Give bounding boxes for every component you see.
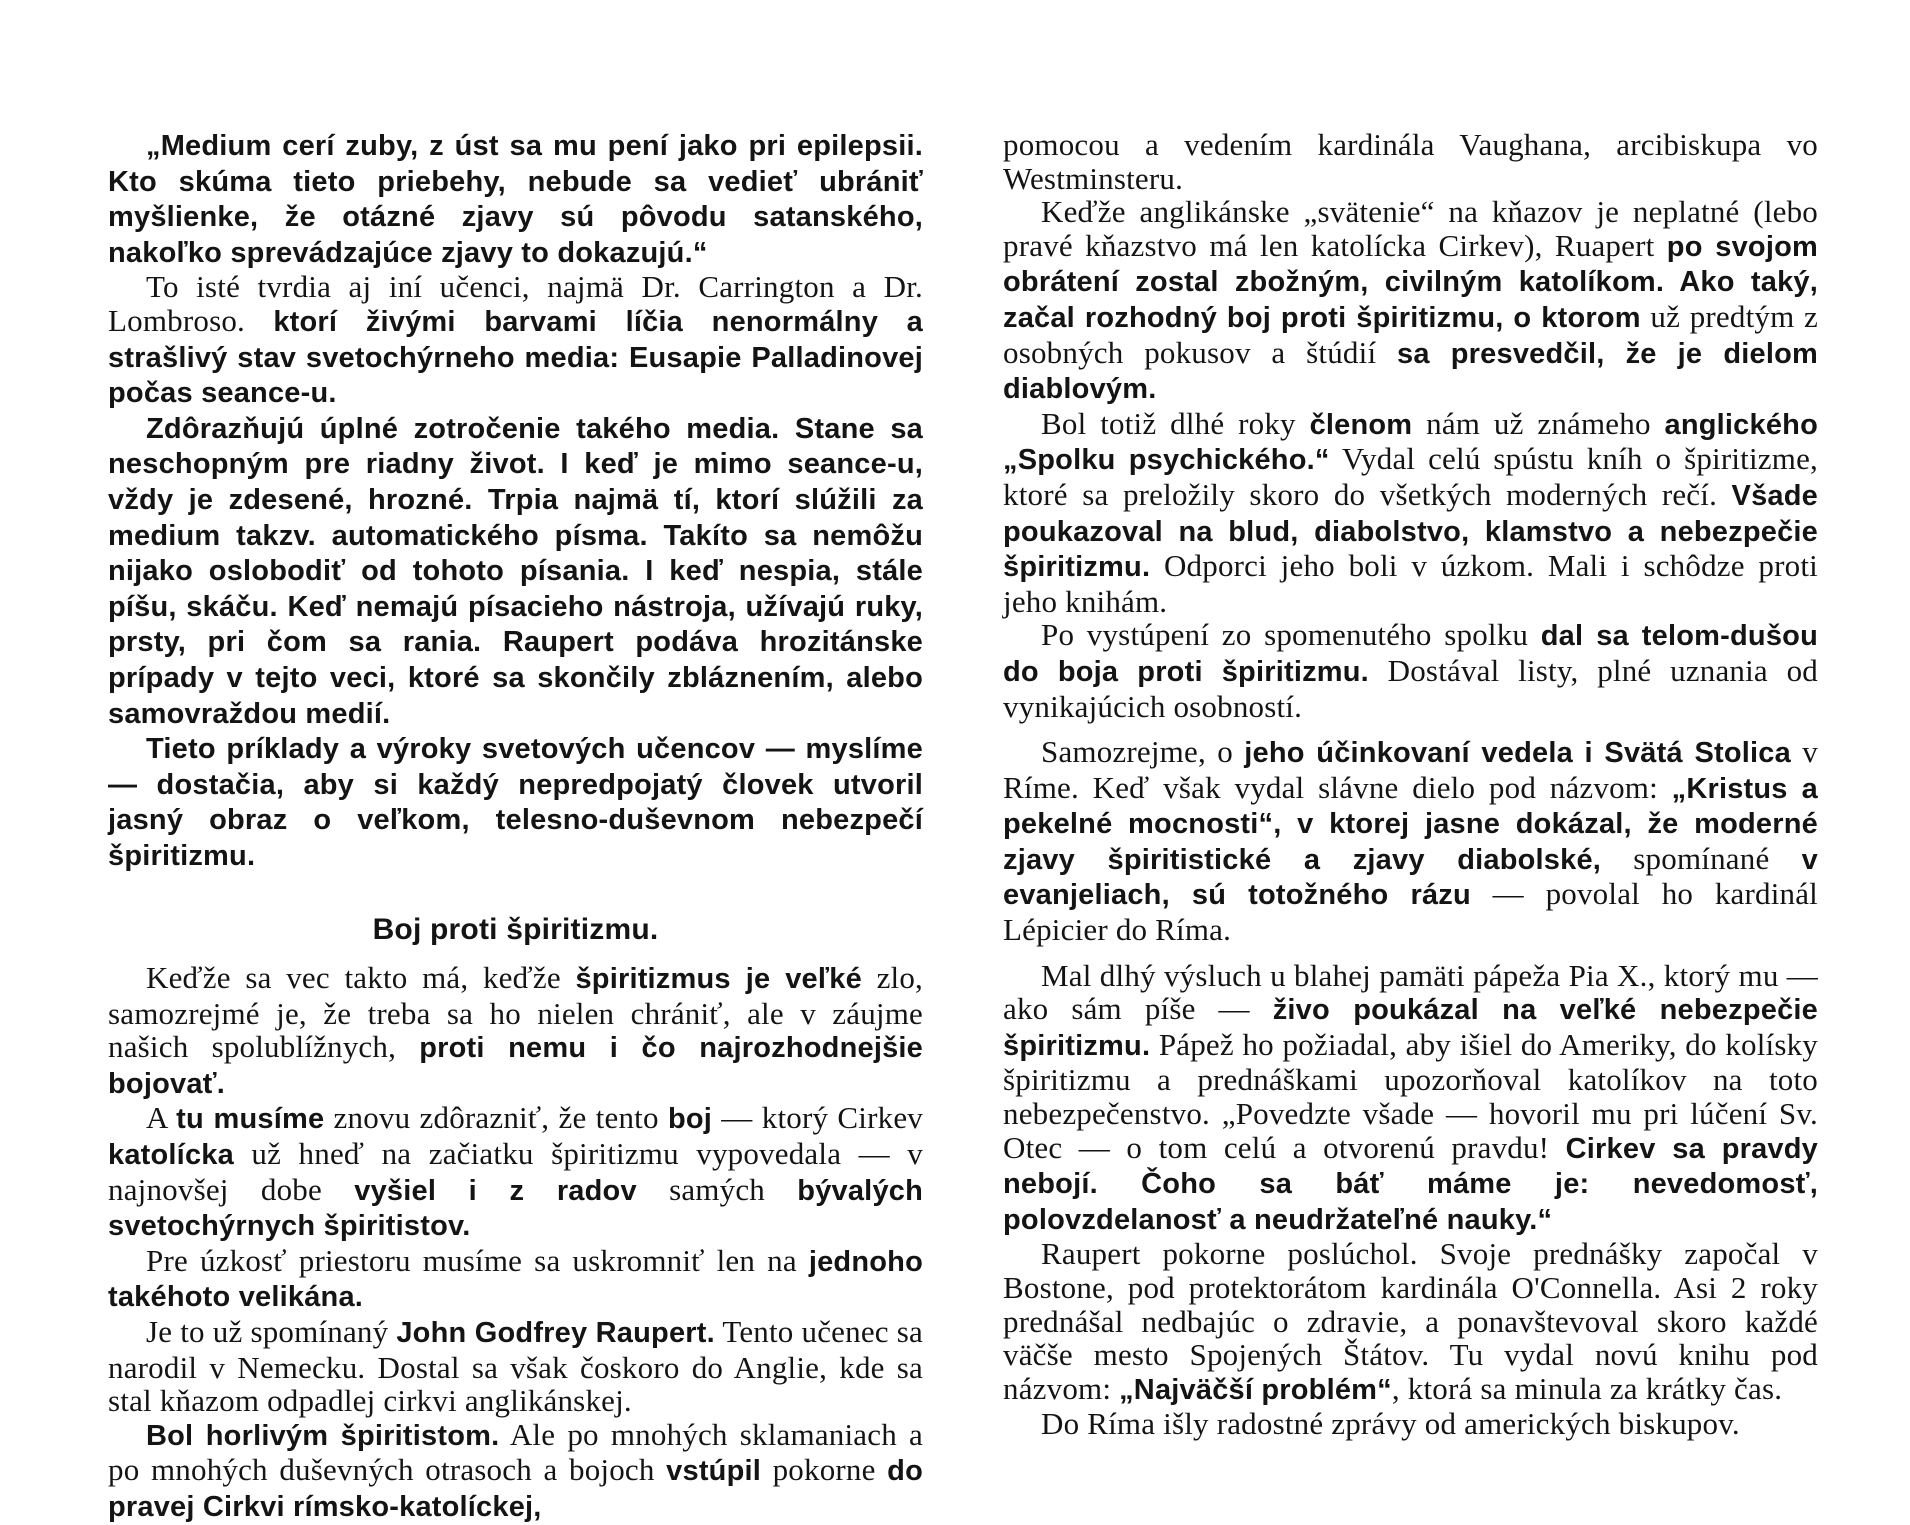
text: Pre úzkosť priestoru musíme sa uskromniť len na (146, 1242, 809, 1278)
text: znovu zdôrazniť, že tento (324, 1100, 668, 1136)
bold-text: tu musíme (176, 1103, 325, 1136)
bold-text: sa presvedčil, že je dielom diablovým. (1003, 337, 1818, 406)
text: už hneď na začiatku špiritizmu vypovedala — v najnovšej dobe (108, 1136, 923, 1207)
paragraph-raupert (108, 1315, 923, 1418)
text: To isté tvrdia aj iní učenci, najmä Dr. Carrington a Dr. Lombroso. (108, 269, 923, 338)
bold-text: jednoho takéhoto velikána. (108, 1245, 923, 1314)
bold-text: „Kristus a pekelné mocnosti“, v ktorej jasne dokázal, že moderné zjavy špiritistické a zjavy diabolské, (1003, 772, 1818, 876)
paragraph-examples (108, 731, 923, 873)
left-column (108, 128, 923, 1525)
bold-text: John Godfrey Raupert. (396, 1317, 715, 1349)
bold-text: do pravej Cirkvi rímsko-katolíckej, (108, 1455, 923, 1523)
text: Bol totiž dlhé roky (1041, 405, 1310, 441)
text: Pápež ho požiadal, aby išiel do Ameriky, do kolísky špiritizmu a prednáškami upozorňoval katolíkov na toto nebezpečenstvo. „Povedzte všade — hovoril mu pri lúčení Sv. Otec — o tom celú a otvorenú pravdu! (1003, 1026, 1818, 1165)
text: Po vystúpení zo spomenutého spolku (1041, 617, 1541, 653)
bold-text: vyšiel i z radov (354, 1174, 637, 1207)
paragraph-big-evil (108, 961, 923, 1101)
bold-text: v evanjeliach, sú totožného rázu (1003, 843, 1818, 912)
text: Je to už spomínaný (146, 1314, 397, 1349)
paragraph-member (1003, 407, 1818, 619)
paragraph-spiritist (108, 1418, 923, 1525)
text: — ktorý Cirkev (712, 1100, 924, 1136)
text: Keďže anglikánske „svätenie“ na kňazov je neplatné (lebo pravé kňazstvo má len katolícka Cirkev), Ruapert (1003, 194, 1818, 263)
text: — povolal ho kardinál Lépicier do Ríma. (1003, 876, 1818, 948)
text: spomínané (1601, 840, 1802, 876)
bold-text: Zdôrazňujú úplné zotročenie takého media. Stane sa neschopným pre riadny život. I keď je mimo seance-u, vždy je zdesené, hrozné. Trpia najmä tí, ktorí slúžili za medium takzv. automatického písma. Takíto sa nemôžu nijako oslobodiť od tohoto písania. I keď nespia, stále píšu, skáču. Keď nemajú písacieho nástroja, užívajú ruky, prsty, pri čom sa rania. Raupert podáva hrozitánske prípady v tejto veci, ktoré sa skončily zbláznením, alebo samovraždou medií. (108, 412, 923, 730)
bold-text: Bol horlivým špiritistom. (146, 1419, 500, 1452)
text: Samozrejme, o (1041, 734, 1245, 770)
text: Dostával listy, plné uznania od vynikajúcich osobností. (1003, 652, 1818, 724)
text: zlo, samozrejmé je, že treba sa ho nielen chrániť, ale v záujme našich spolublížnych, (108, 960, 923, 1065)
text: A (146, 1100, 177, 1136)
text: samých (636, 1171, 798, 1207)
paragraph-rome-news (1003, 1407, 1818, 1441)
text: pomocou a vedením kardinála Vaughana, arcibiskupa vo Westminsteru. (1003, 127, 1818, 196)
paragraph-medium-enslavement (108, 411, 923, 731)
bold-text: Všade poukazoval na blud, diabolstvo, klamstvo a nebezpečie špiritizmu. (1003, 479, 1818, 584)
paragraph-boston (1003, 1237, 1818, 1407)
bold-text: anglického „Spolku psychického.“ (1003, 408, 1818, 477)
bold-text: Tieto príklady a výroky svetových učencov — myslíme — dostačia, aby si každý nepredpojatý človek utvoril jasný obraz o veľkom, telesno-duševnom nebezpečí špiritizmu. (108, 733, 923, 872)
paragraph-vaughan (1003, 128, 1818, 195)
bold-text: dal sa telom-dušou do boja proti špiritizmu. (1003, 620, 1818, 688)
paragraph-pope (1003, 959, 1818, 1238)
text: Do Ríma išly radostné zprávy od amerických biskupov. (1041, 1406, 1740, 1442)
section-heading: Boj proti špiritizmu. (372, 913, 659, 947)
bold-text: členom (1309, 408, 1413, 441)
text: už predtým z osobných pokusov a štúdií (1003, 298, 1818, 370)
bold-text: špiritizmus je veľké (575, 963, 862, 996)
bold-text: vstúpil (666, 1455, 762, 1488)
text: Tento učenec sa narodil v Nemecku. Dostal sa však čoskoro do Anglie, kde sa stal kňazom odpadlej cirkvi anglikánskej. (108, 1314, 923, 1419)
bold-text: bývalých svetochýrnych špiritistov. (108, 1174, 924, 1243)
paragraph-holy-see (1003, 735, 1818, 947)
text: Raupert pokorne poslúchol. Svoje prednášky započal v Bostone, pod protektorátom kardinála O'Connella. Asi 2 roky prednášal nedbajúc o zdravie, a ponavštevoval skoro každé väčše mesto Spojených Štátov. Tu vydal novú knihu pod názvom: (1003, 1236, 1818, 1406)
text: Keďže sa vec takto má, keďže (146, 960, 576, 996)
text: Odporci jeho boli v úzkom. Mali i schôdze proti jeho knihám. (1003, 548, 1818, 619)
text: , ktorá sa minula za krátky čas. (1391, 1370, 1783, 1406)
paragraph-space (108, 1244, 923, 1315)
text: Vydal celú spústu kníh o špiritizme, ktoré sa preložily skoro do všetkých moderných rečí. (1003, 441, 1818, 512)
paragraph-exit (1003, 618, 1818, 723)
paragraph-quote-medium (108, 128, 923, 270)
bold-text: „Medium cerí zuby, z úst sa mu pení jako pri epilepsii. Kto skúma tieto priebehy, nebude sa vedieť ubrániť myšlienke, že otázné zjavy sú pôvodu satanského, nakoľko sprevádzajúce zjavy to dokazujú.“ (108, 130, 923, 269)
bold-text: Cirkev sa pravdy nebojí. Čoho sa báť máme je: nevedomosť, polovzdelanosť a neudržateľné nauky.“ (1003, 1132, 1819, 1236)
bold-text: živo poukázal na veľké nebezpečie špiritizmu. (1003, 994, 1818, 1062)
bold-text: katolícka (108, 1139, 234, 1172)
right-column (1003, 128, 1818, 1441)
bold-text: proti nemu i čo najrozhodnejšie bojovať. (108, 1032, 923, 1100)
text: Mal dlhý výsluch u blahej pamäti pápeža Pia X., ktorý mu — ako sám píše — (1003, 957, 1818, 1027)
bold-text: po svojom obrátení zostal zbožným, civilným katolíkom. Ako taký, začal rozhodný boj proti špiritizmu, o ktorom (1003, 230, 1818, 334)
paragraph-anglican (1003, 195, 1818, 407)
text: pokorne (761, 1452, 888, 1488)
text: nám už známeho (1412, 405, 1665, 441)
bold-text: „Najväčší problém“ (1119, 1373, 1392, 1406)
paragraph-fight (108, 1101, 923, 1243)
paragraph-carrington-lombroso (108, 270, 923, 410)
text: Ale po mnohých sklamaniach a po mnohých duševných otrasoch a bojoch (108, 1416, 924, 1488)
text: v Ríme. Keď však vydal slávne dielo pod názvom: (1003, 734, 1818, 805)
bold-text: boj (667, 1103, 713, 1136)
bold-text: ktorí živými barvami líčia nenormálny a strašlivý stav svetochýrneho media: Eusapie Palladinovej počas seance-u. (108, 305, 923, 410)
bold-text: jeho účinkovaní vedela i Svätá Stolica (1244, 737, 1791, 770)
